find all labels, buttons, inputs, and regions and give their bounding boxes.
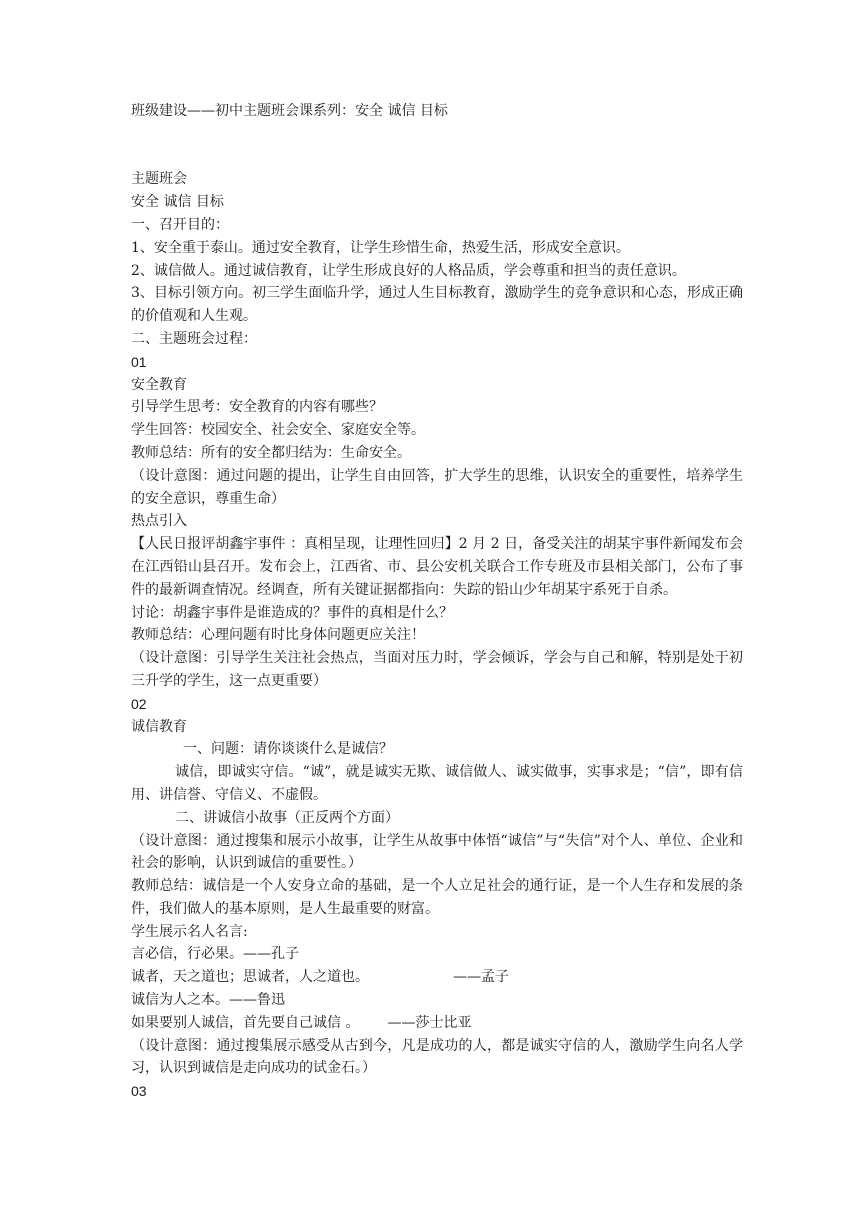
purpose-item-3: 3、目标引领方向。初三学生面临升学，通过人生目标教育，激励学生的竞争意识和心态，形成正确的价值观和人生观。: [131, 285, 743, 325]
heading-topics: 安全 诚信 目标: [131, 194, 224, 211]
quote-author: ——莎士比亚: [387, 1014, 472, 1031]
purpose-item-1: 1、安全重于泰山。通过安全教育，让学生珍惜生命，热爱生活，形成安全意识。: [131, 239, 630, 256]
process-heading: 二、主题班会过程：: [131, 330, 257, 347]
safety-guide-question: 引导学生思考：安全教育的内容有哪些？: [131, 399, 383, 416]
quote-author: ——孔子: [243, 946, 299, 963]
hot-topic-design-intent: （设计意图：引导学生关注社会热点，当面对压力时，学会倾诉，学会与自己和解，特别是处于初三升学的学生，这一点更重要）: [131, 650, 743, 689]
document-page: [131, 100, 743, 1103]
quote-item: [131, 1012, 743, 1035]
document-title: 班级建设——初中主题班会课系列：安全 诚信 目标: [131, 103, 448, 119]
safety-teacher-summary: 教师总结：所有的安全都归结为：生命安全。: [131, 444, 411, 461]
quotes-intro: 学生展示名人名言:: [131, 923, 248, 940]
hot-topic-heading: 热点引入: [131, 513, 187, 530]
integrity-question: 一、问题：请你谈谈什么是诚信？: [183, 741, 393, 758]
quote-item: [131, 943, 743, 966]
purpose-heading: 一、召开目的：: [131, 216, 229, 233]
section-heading-integrity: 诚信教育: [131, 718, 187, 735]
quote-item: [131, 989, 743, 1012]
spacer: [131, 146, 743, 169]
quote-text: 如果要别人诚信，首先要自己诚信 。: [131, 1014, 360, 1031]
section-heading-safety: 安全教育: [131, 376, 187, 393]
quote-author: ——鲁迅: [229, 992, 285, 1009]
heading-theme-meeting: 主题班会: [131, 171, 187, 188]
quote-text: 言必信，行必果。: [131, 946, 243, 963]
integrity-story-heading: 二、讲诚信小故事（正反两个方面）: [175, 809, 399, 826]
quote-text: 诚者，天之道也；思诚者，人之道也。: [131, 969, 369, 986]
integrity-definition: 诚信，即诚实守信。“诚”，就是诚实无欺、诚信做人、诚实做事，实事求是；“信”，即有信用、讲信誉、守信义、不虚假。: [131, 764, 743, 803]
quotes-design-intent: （设计意图：通过搜集展示感受从古到今，凡是成功的人，都是诚实守信的人，激励学生向名人学习，认识到诚信是走向成功的试金石。）: [131, 1037, 743, 1077]
integrity-design-intent: （设计意图：通过搜集和展示小故事，让学生从故事中体悟“诚信”与“失信”对个人、单位、企业和社会的影响，认识到诚信的重要性。）: [131, 832, 743, 872]
integrity-teacher-summary: 教师总结：诚信是一个人安身立命的基础，是一个人立足社会的通行证，是一个人生存和发展的条件，我们做人的基本原则，是人生最重要的财富。: [131, 878, 743, 917]
teacher-summary-psych: 教师总结：心理问题有时比身体问题更应关注！: [131, 627, 425, 644]
safety-student-answer: 学生回答：校园安全、社会安全、家庭安全等。: [131, 422, 425, 439]
quote-text: 诚信为人之本。: [131, 992, 229, 1009]
quote-item: [131, 966, 743, 989]
discussion-question: 讨论：胡鑫宇事件是谁造成的？事件的真相是什么？: [131, 604, 453, 621]
quote-author: ——孟子: [453, 969, 509, 986]
safety-design-intent: （设计意图：通过问题的提出，让学生自由回答，扩大学生的思维，认识安全的重要性，培养学生的安全意识，尊重生命）: [131, 467, 743, 507]
purpose-item-2: 2、诚信做人。通过诚信教育，让学生形成良好的人格品质，学会尊重和担当的责任意识。: [131, 262, 686, 279]
news-paragraph: 【人民日报评胡鑫宇事件 ：真相呈现，让理性回归】2 月 2 日，备受关注的胡某宇事件新闻发布会在江西铅山县召开。发布会上，江西省、市、县公安机关联合工作专班及市县相关部门，公布了事件的最新调查情况。经调查，所有关键证据都指向：失踪的铅山少年胡某宇系死于自杀。: [131, 536, 743, 598]
section-number-01: 01: [131, 353, 147, 370]
section-number-03: 03: [131, 1083, 147, 1100]
section-number-02: 02: [131, 695, 147, 712]
